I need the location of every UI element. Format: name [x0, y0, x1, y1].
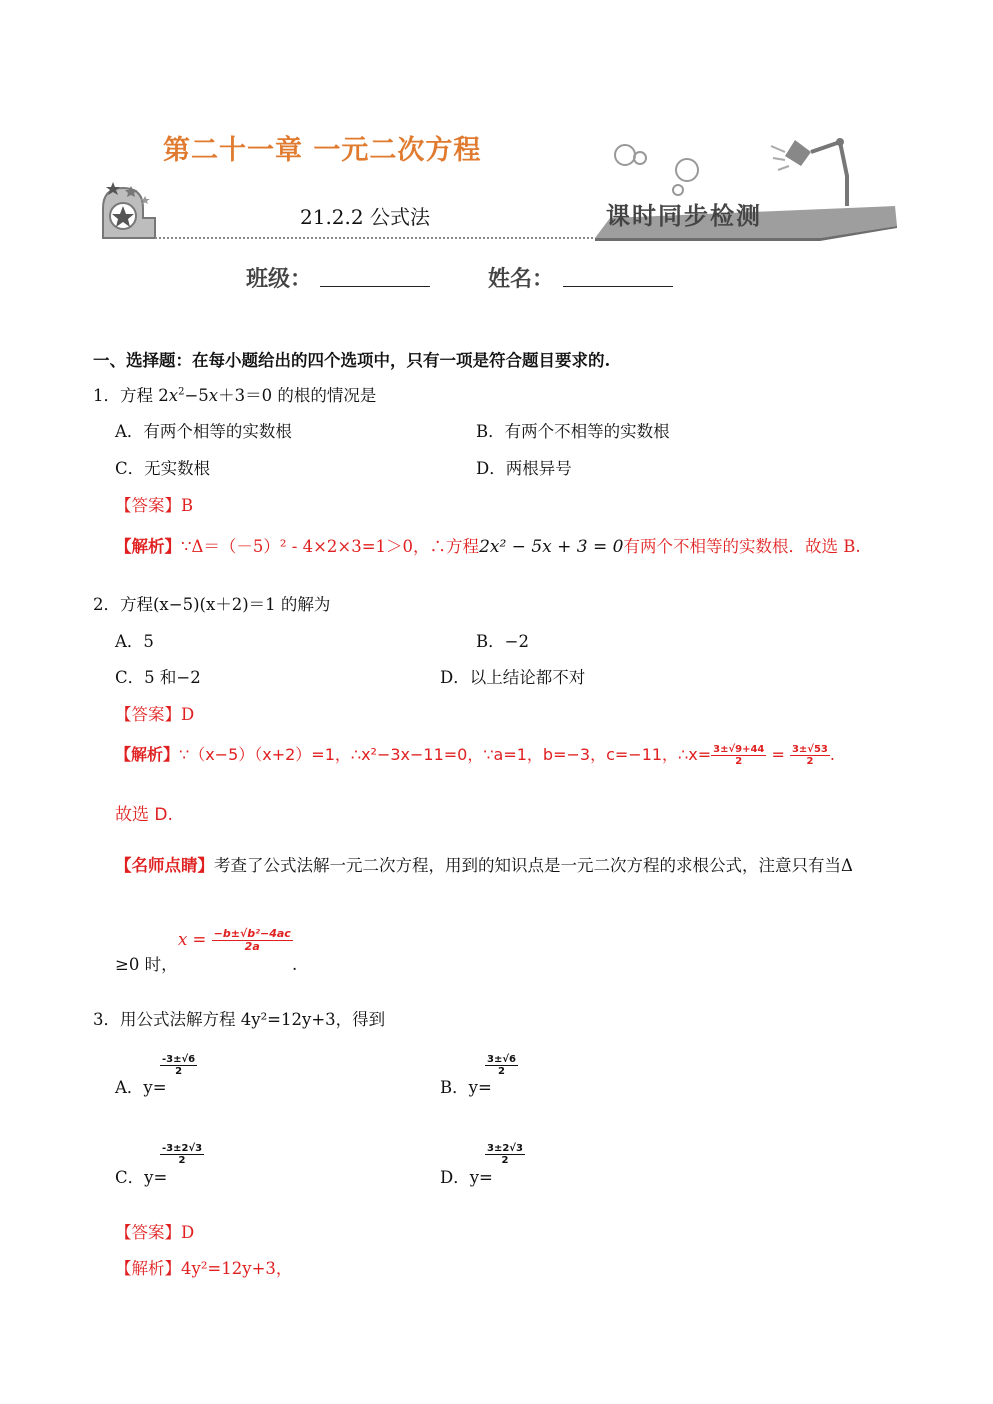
question-1: 1．方程 $2x^2-5x+3=0$ 的根的情况是 — [93, 386, 377, 405]
question-number: 1． — [93, 386, 120, 405]
fraction: $\frac{\text{−b±√b²−4ac}}{2a}$ — [213, 927, 291, 954]
class-label: 班级： — [246, 266, 313, 292]
q3-option-b-fraction: $\frac{3\pm√6}{2}$ — [487, 1054, 516, 1077]
q2-option-a[interactable]: A．5 — [115, 632, 154, 651]
q2-option-d[interactable]: D．以上结论都不对 — [440, 668, 586, 687]
question-2: 2．方程(x−5)(x＋2)＝1 的解为 — [93, 595, 331, 614]
brand-title: 课时同步检测 — [606, 201, 762, 230]
section-title: 21.2.2 公式法 — [300, 205, 430, 229]
q2-analysis: 【解析】∵（x−5）（x+2）=1，∴x²−3x−11=0，∵a=1，b=−3，c=−11，∴x= $\frac{3\pm√9+44}{2}$ = $\frac{3\pm√53}{2}$ . — [115, 744, 835, 767]
q2-conclusion: 故选 D. — [115, 805, 173, 825]
q1-answer: 【答案】B — [115, 496, 194, 515]
q3-answer: 【答案】D — [115, 1223, 195, 1242]
q1-analysis: 【解析】∵Δ＝（－5）² - 4×2×3=1＞0，∴方程2x² − 5x + 3 = 0有两个不相等的实数根．故选 B. — [115, 537, 861, 557]
fraction: $\frac{3\pm√53}{2}$ — [791, 744, 828, 767]
section-heading: 一、选择题：在每小题给出的四个选项中，只有一项是符合题目要求的. — [93, 351, 611, 370]
question-number: 3． — [93, 1010, 120, 1029]
q1-option-d[interactable]: D．两根异号 — [476, 459, 572, 478]
q2-tip-cont: ≥0 时， — [115, 955, 178, 974]
q3-option-c[interactable]: C．y= — [115, 1168, 168, 1187]
q1-option-c[interactable]: C．无实数根 — [115, 459, 211, 478]
q3-option-b[interactable]: B．y= — [440, 1078, 492, 1097]
desk-lamp-icon — [771, 138, 847, 206]
q3-option-c-fraction: $\frac{-3\pm 2√3}{2}$ — [162, 1143, 203, 1166]
chapter-title: 第二十一章 一元二次方程 — [163, 135, 482, 166]
q2-tip-end: . — [292, 955, 298, 974]
question-3: 3．用公式法解方程 4y²=12y+3，得到 — [93, 1010, 386, 1029]
class-field[interactable] — [320, 285, 430, 287]
name-field[interactable] — [563, 285, 673, 287]
q2-teacher-tip: 【名师点睛】考查了公式法解一元二次方程，用到的知识点是一元二次方程的求根公式，注意只有当Δ — [115, 856, 853, 875]
star-badge-icon — [103, 182, 155, 238]
q2-option-b[interactable]: B．−2 — [476, 632, 529, 651]
q1-option-b[interactable]: B．有两个不相等的实数根 — [476, 422, 670, 441]
q3-option-a[interactable]: A．y= — [115, 1078, 167, 1097]
q2-option-c[interactable]: C．5 和−2 — [115, 668, 201, 687]
q2-tip-formula: x = $\frac{\text{−b±√b²−4ac}}{2a}$ — [178, 927, 291, 954]
q3-option-d[interactable]: D．y= — [440, 1168, 493, 1187]
q3-analysis: 【解析】4y²=12y+3， — [115, 1259, 293, 1278]
name-label: 姓名： — [488, 266, 555, 292]
q3-option-a-fraction: $\frac{-3\pm√6}{2}$ — [162, 1054, 196, 1077]
fraction: $\frac{3\pm√9+44}{2}$ — [713, 744, 765, 767]
bubble-icon — [615, 145, 635, 165]
question-number: 2． — [93, 595, 120, 614]
q1-option-a[interactable]: A．有两个相等的实数根 — [115, 422, 292, 441]
q2-answer: 【答案】D — [115, 705, 195, 724]
q3-option-d-fraction: $\frac{3\pm 2√3}{2}$ — [487, 1143, 523, 1166]
